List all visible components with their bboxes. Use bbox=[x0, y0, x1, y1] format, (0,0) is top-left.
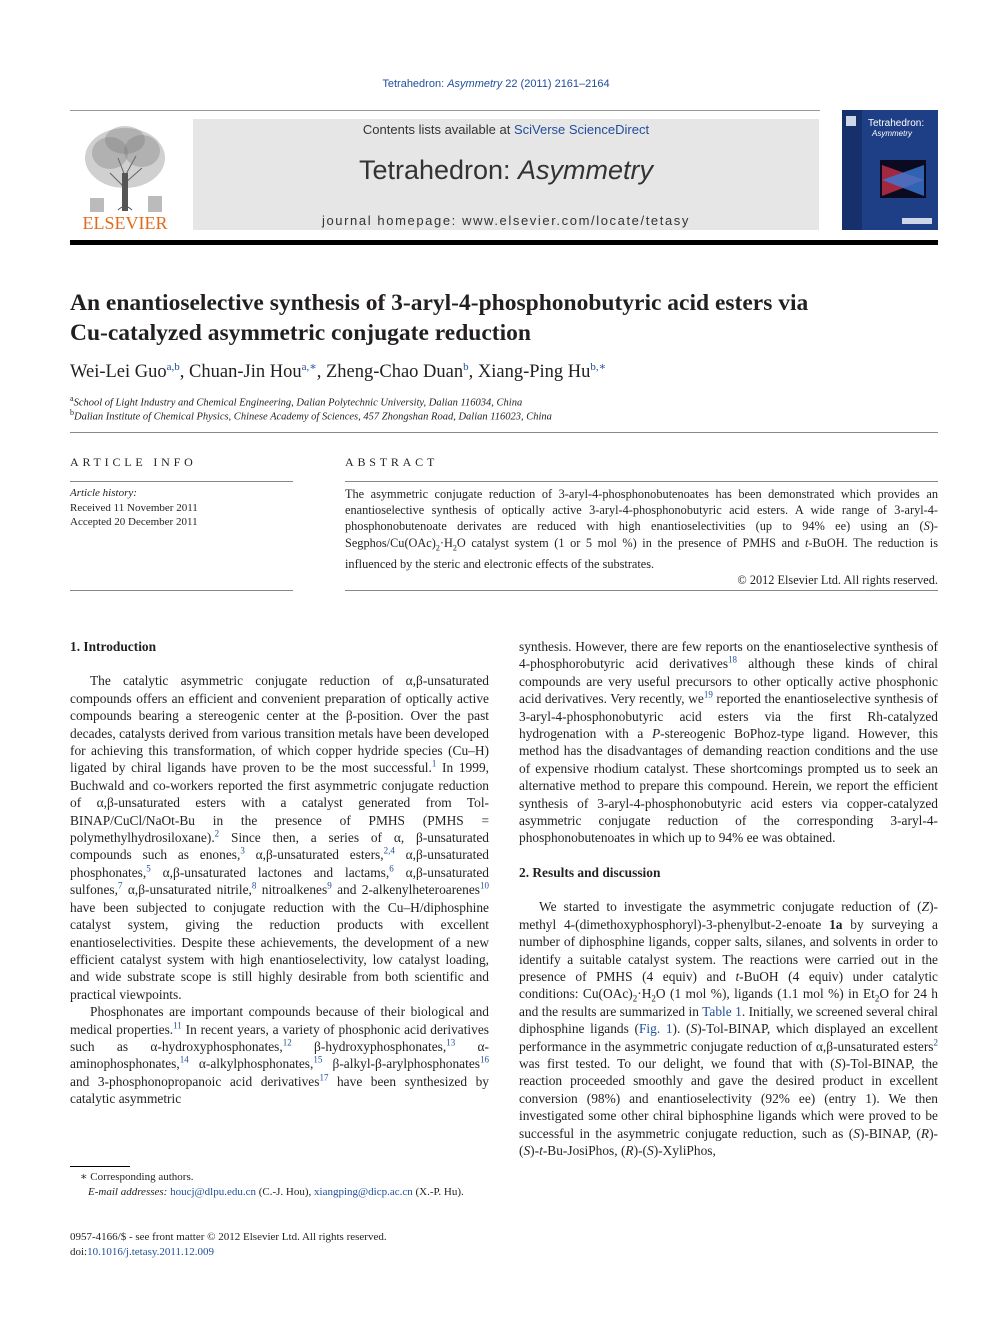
article-history: Article history: Received 11 November 2011 Accepted 20 December 2011 bbox=[70, 487, 198, 528]
journal-citation[interactable]: Tetrahedron: Asymmetry 22 (2011) 2161–2164 bbox=[382, 78, 610, 90]
paragraph: The catalytic asymmetric conjugate reduction of α,β-unsaturated compounds offers an efficient and convenient preparation of optically active compounds bearing a stereogenic center at the β-position. Over the past decades, catalysts derived from various transition metals have been developed for achieving this transformation, of which copper hydride species (Cu–H) ligated by chiral ligands have proven to be the most successful.$^1$ In 1999, Buchwald and co-workers reported the first asymmetric conjugate reduction of α,β-unsaturated esters with a catalyst generated from Tol-BINAP/CuCl/NaOt-Bu in the presence of PMHS (PMHS = polymethylhydrosiloxane).$^2$ Since then, a series of α, β-unsaturated compounds such as enones,$^3$ α,β-unsaturated esters,$^{2,4}$ α,β-unsaturated phosphonates,$^5$ α,β-unsaturated lactones and lactams,$^6$ α,β-unsaturated sulfones,$^7$ α,β-unsaturated nitrile,$^8$ nitroalkenes$^9$ and 2-alkenylheteroarenes$^{10}$ have been subjected to conjugate reduction with the Cu–H/diphosphine catalyst system, giving the reduction products with excellent enantioselectivities. Despite these achievements, the development of a new efficient catalyst system with high enantioselectivity, low catalyst loading, and wide substrate scope is still highly desirable from both scientific and practical viewpoints. bbox=[70, 673, 489, 1002]
svg-text:Tetrahedron:: Tetrahedron: bbox=[868, 118, 925, 129]
divider bbox=[70, 590, 293, 591]
article-title: An enantioselective synthesis of 3-aryl-4-phosphonobutyric acid esters via Cu-catalyzed asymmetric conjugate reduction bbox=[70, 290, 809, 346]
contents-line: Contents lists available at SciVerse ScienceDirect bbox=[362, 122, 650, 137]
author[interactable]: Wei-Lei Guo$^{a,b}$ bbox=[70, 361, 180, 383]
affiliation: $^a$School of Light Industry and Chemical Engineering, Dalian Polytechnic University, Dalian 116034, China bbox=[70, 394, 523, 409]
divider bbox=[345, 590, 938, 591]
svg-text:ELSEVIER: ELSEVIER bbox=[82, 213, 168, 233]
abstract-text: The asymmetric conjugate reduction of 3-aryl-4-phosphonobutenoates has been demonstrated which provides an enantioselective synthesis of optically active 3-aryl-4-phosphonobutyric acid esters. A wide range of 3-aryl-4-phosphonobutenoate derivates are reduced with high enantioselectivities (up to 94% ee) using an $(S)-Segphos/Cu(OAc)_2\cdot H_2O$ catalyst system (1 or 5 mol %) in the presence of PMHS and t-BuOH. The reduction is influenced by the steric and electronic effects of the substrates. © 2012 Elsevier Ltd. All rights reserved. bbox=[345, 487, 938, 588]
body-column-left bbox=[70, 638, 489, 1108]
email-link[interactable]: houcj@dlpu.edu.cn bbox=[170, 1185, 256, 1198]
header-rule-thick bbox=[70, 240, 938, 245]
sciencedirect-link[interactable]: SciVerse ScienceDirect bbox=[513, 122, 650, 137]
paragraph: We started to investigate the asymmetric conjugate reduction of (Z)-methyl 4-(dimethoxyphosphoryl)-3-phenylbut-2-enoate 1a by surveying a number of diphosphine ligands, copper salts, silanes, and solvents in order to identify a suitable catalyst system. The reactions were carried out in the presence of PMHS (4 equiv) and t-BuOH (4 equiv) under catalytic conditions: $Cu(OAc)_2\cdot H_2O$ (1 mol %), ligands (1.1 mol %) in $Et_2O$ for 24 h and the results are summarized in Table 1. Initially, we screened several chiral diphosphine ligands (Fig. 1). (S)-Tol-BINAP, which displayed an excellent performance in the asymmetric conjugate reduction of α,β-unsaturated esters$^2$ was first tested. To our delight, we found that with (S)-Tol-BINAP, the reaction proceeded smoothly and gave the desired product in excellent conversion (98%) and enantioselectivity (92% ee) (entry 1). We then investigated some other chiral biphosphine ligands which were proved to be successful in the asymmetric conjugate reduction, such as (S)-BINAP, (R)-(S)-t-Bu-JosiPhos, (R)-(S)-XyliPhos, bbox=[519, 899, 939, 1158]
elsevier-logo[interactable] bbox=[70, 118, 180, 233]
abstract-heading: ABSTRACT bbox=[345, 455, 439, 469]
footnote-rule bbox=[70, 1166, 130, 1167]
paragraph: synthesis. However, there are few reports on the enantioselective synthesis of 4-phosphorobutyric acid derivatives$^{18}$ although these kinds of chiral compounds are very useful precursors to other optically active phosphonic acid derivatives. Very recently, $we^{19}$ reported the enantioselective synthesis of 3-aryl-4-phosphonobutyric acid esters via the first Rh-catalyzed hydrogenation with a P-stereogenic BoPhoz-type ligand. However, this method has the disadvantages of demanding reaction conditions and the use of expensive rhodium catalyst. These shortcomings prompted us to seek an alternative method to prepare this compound. Herein, we report the efficient synthesis of 3-aryl-4-phosphonobutyric acid esters via copper-catalyzed asymmetric conjugate reduction of the corresponding 3-aryl-4-phosphonobutenoates in which up to 94% ee was obtained. bbox=[519, 639, 938, 846]
elsevier-tree-icon bbox=[70, 118, 180, 233]
figure-link[interactable]: Fig. 1 bbox=[638, 1021, 673, 1037]
section-heading: 2. Results and discussion bbox=[519, 864, 661, 880]
author[interactable]: Chuan-Jin Hou$^{a,∗}$ bbox=[189, 361, 317, 383]
paragraph: Phosphonates are important compounds because of their biological and medical properties.$^{11}$ In recent years, a variety of phosphonic acid derivatives such as α-hydroxyphosphonates,$^{12}$ β-hydroxyphosphonates,$^{13}$ α-aminophosphonates,$^{14}$ α-alkylphosphonates,$^{15}$ β-alkyl-β-arylphosphonates$^{16}$ and 3-phosphonopropanoic acid derivatives$^{17}$ have been synthesized by catalytic asymmetric bbox=[70, 1004, 490, 1107]
divider bbox=[70, 481, 293, 482]
email-link[interactable]: xiangping@dicp.ac.cn bbox=[314, 1185, 413, 1198]
body-column-right bbox=[519, 638, 938, 1159]
author[interactable]: Xiang-Ping $Hu^{b,∗}$ bbox=[477, 361, 607, 383]
journal-homepage[interactable]: journal homepage: www.elsevier.com/locate/tetasy bbox=[321, 213, 690, 228]
author-list: Wei-Lei Guo$^{a,b}$, Chuan-Jin Hou$^{a,∗}$, Zheng-Chao Duan$^b$, Xiang-Ping $Hu^{b,∗}$ bbox=[70, 361, 607, 383]
section-heading: 1. Introduction bbox=[70, 639, 157, 654]
journal-name: Tetrahedron: Asymmetry bbox=[358, 155, 654, 185]
header-rule bbox=[70, 110, 820, 111]
front-matter: 0957-4166/$ - see front matter © 2012 Elsevier Ltd. All rights reserved. doi:10.1016/j.tetasy.2011.12.009 bbox=[70, 1231, 387, 1258]
copyright: © 2012 Elsevier Ltd. All rights reserved. bbox=[737, 573, 938, 588]
author[interactable]: Zheng-Chao Duan$^b$ bbox=[325, 361, 469, 383]
divider bbox=[70, 432, 938, 433]
article-info-heading: ARTICLE INFO bbox=[70, 455, 197, 469]
affiliation: $^b$Dalian Institute of Chemical Physics, Chinese Academy of Sciences, 457 Zhongshan Road, Dalian 116023, China bbox=[70, 408, 552, 423]
svg-text:Asymmetry: Asymmetry bbox=[872, 129, 912, 138]
table-link[interactable]: Table 1 bbox=[702, 1003, 742, 1019]
footnotes: ∗ Corresponding authors. E-mail addresses: houcj@dlpu.edu.cn (C.-J. Hou), xiangping@dicp.ac.cn (X.-P. Hu). bbox=[80, 1171, 464, 1198]
journal-cover-image[interactable] bbox=[842, 110, 938, 230]
divider bbox=[345, 481, 938, 482]
doi-link[interactable]: 10.1016/j.tetasy.2011.12.009 bbox=[87, 1245, 215, 1258]
